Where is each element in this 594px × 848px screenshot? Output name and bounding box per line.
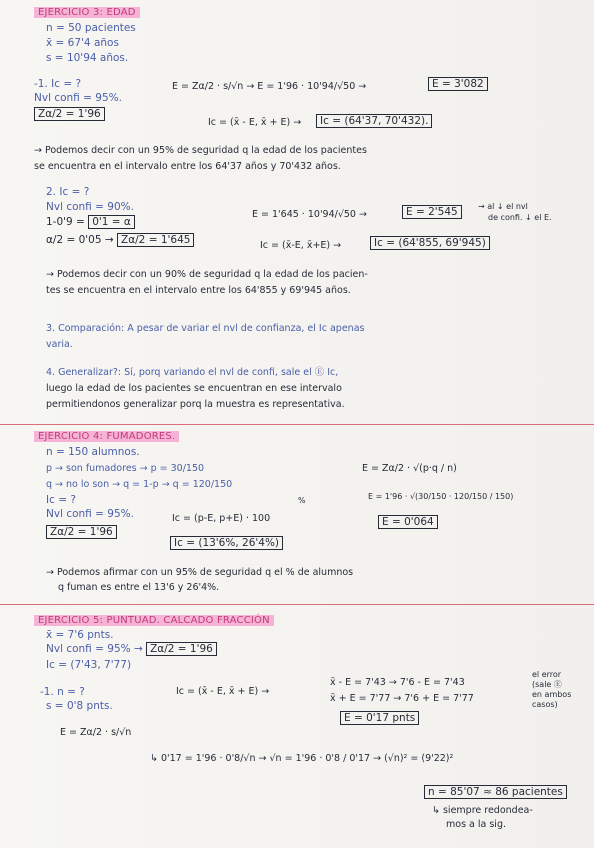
sec5-note-3: en ambos bbox=[532, 690, 572, 699]
section-4-title: EJERCICIO 4: FUMADORES. bbox=[34, 430, 179, 443]
sec3-q1-z: Zα/2 = 1'96 bbox=[34, 108, 105, 121]
sec5-note-4: casos) bbox=[532, 700, 558, 709]
sec3-q2-note-1: → al ↓ el nvl bbox=[478, 202, 528, 211]
sec5-q-head: -1. n = ? bbox=[40, 686, 85, 698]
sec3-q1-ic-formula: Ic = (x̄ - E, x̄ + E) → bbox=[208, 117, 302, 128]
sec5-mean: x̄ = 7'6 pnts. bbox=[46, 629, 114, 641]
sec3-q4-line-2: luego la edad de los pacientes se encuentran en ese intervalo bbox=[46, 383, 342, 394]
sec4-e-sub: E = 1'96 · √(30/150 · 120/150 / 150) bbox=[368, 492, 514, 501]
sec5-step: ↳ 0'17 = 1'96 · 0'8/√n → √n = 1'96 · 0'8 / 0'17 → (√n)² = (9'22)² bbox=[150, 753, 454, 764]
sec3-q3-line-2: varia. bbox=[46, 339, 73, 350]
sec3-q2-ic: Ic = (64'855, 69'945) bbox=[370, 237, 490, 250]
sec3-q1-e-formula: E = Zα/2 · s/√n → E = 1'96 · 10'94/√50 → bbox=[172, 81, 367, 92]
sec3-q1-head: -1. Ic = ? bbox=[34, 78, 82, 90]
sec4-conclusion-1: → Podemos afirmar con un 95% de seguridad q el % de alumnos bbox=[46, 567, 354, 578]
sec4-ic-formula: Ic = (p-E, p+E) · 100 bbox=[172, 513, 271, 524]
sec3-s: s = 10'94 años. bbox=[46, 52, 129, 64]
sec4-ic: Ic = ? bbox=[46, 494, 76, 506]
sec5-e-box: E = 0'17 pnts bbox=[340, 712, 419, 725]
sec4-z: Zα/2 = 1'96 bbox=[46, 526, 117, 539]
sec5-ic-formula: Ic = (x̄ - E, x̄ + E) → bbox=[176, 686, 270, 697]
sec4-e-formula: E = Zα/2 · √(p·q / n) bbox=[362, 463, 457, 474]
sec3-conclusion-2: se encuentra en el intervalo entre los 64'37 años y 70'432 años. bbox=[34, 161, 341, 172]
sec3-q1-ic: Ic = (64'37, 70'432). bbox=[316, 115, 432, 128]
sec5-row-2: x̄ + E = 7'77 → 7'6 + E = 7'77 bbox=[330, 693, 474, 704]
sec4-q: q → no lo son → q = 1-p → q = 120/150 bbox=[46, 479, 233, 490]
sec3-conclusion-1: → Podemos decir con un 95% de seguridad q la edad de los pacientes bbox=[34, 145, 367, 156]
sec3-n: n = 50 pacientes bbox=[46, 22, 136, 34]
section-divider bbox=[0, 424, 594, 425]
sec5-s: s = 0'8 pnts. bbox=[46, 700, 113, 712]
sec3-q2-alpha: 1-0'9 = 0'1 = α bbox=[46, 216, 135, 229]
sec5-e-formula: E = Zα/2 · s/√n bbox=[60, 727, 132, 738]
sec5-n-box: n = 85'07 ≈ 86 pacientes bbox=[424, 786, 567, 799]
section-divider bbox=[0, 604, 594, 605]
sec3-q2-conf: Nvl confi = 90%. bbox=[46, 201, 134, 213]
sec5-foot-1: ↳ siempre redondea- bbox=[432, 805, 533, 816]
sec4-conf: Nvl confi = 95%. bbox=[46, 508, 134, 520]
sec5-ic: Ic = (7'43, 7'77) bbox=[46, 659, 132, 671]
sec4-p: p → son fumadores → p = 30/150 bbox=[46, 463, 205, 474]
sec3-q2-head: 2. Ic = ? bbox=[46, 186, 90, 198]
sec3-mean: x̄ = 67'4 años bbox=[46, 37, 119, 49]
sec3-q2-ic-formula: Ic = (x̄-E, x̄+E) → bbox=[260, 240, 342, 251]
sec3-q2-e-formula: E = 1'645 · 10'94/√50 → bbox=[252, 209, 367, 220]
sec3-q2-z: α/2 = 0'05 → Zα/2 = 1'645 bbox=[46, 234, 194, 247]
sec5-note-1: el error bbox=[532, 670, 562, 679]
sec3-q4-line-1: 4. Generalizar?: Sí, porq variando el nvl de confi, sale el Ⓔ Ic, bbox=[46, 367, 339, 378]
sec4-n: n = 150 alumnos. bbox=[46, 446, 140, 458]
sec3-q1-e: E = 3'082 bbox=[428, 78, 488, 91]
sec5-foot-2: mos a la sig. bbox=[446, 819, 506, 830]
sec3-q2-e: E = 2'545 bbox=[402, 206, 462, 219]
sec4-pct: % bbox=[298, 496, 306, 505]
sec3-q2-note-2: de confi. ↓ el E. bbox=[488, 213, 552, 222]
sec5-row-1: x̄ - E = 7'43 → 7'6 - E = 7'43 bbox=[330, 677, 465, 688]
sec3-q1-conf: Nvl confi = 95%. bbox=[34, 92, 122, 104]
sec3-q2-conclusion-1: → Podemos decir con un 90% de seguridad q la edad de los pacien- bbox=[46, 269, 368, 280]
section-5-title: EJERCICIO 5: PUNTUAD. CALCADO FRACCIÓN bbox=[34, 614, 274, 627]
sec4-conclusion-2: q fuman es entre el 13'6 y 26'4%. bbox=[58, 582, 220, 593]
sec3-q3-line-1: 3. Comparación: A pesar de variar el nvl de confianza, el Ic apenas bbox=[46, 323, 365, 334]
sec5-conf: Nvl confi = 95% → Zα/2 = 1'96 bbox=[46, 643, 217, 656]
sec5-note-2: (sale Ⓔ bbox=[532, 680, 562, 689]
sec4-ic-result: Ic = (13'6%, 26'4%) bbox=[170, 537, 283, 550]
sec3-q4-line-3: permitiendonos generalizar porq la muestra es representativa. bbox=[46, 399, 345, 410]
sec3-q2-conclusion-2: tes se encuentra en el intervalo entre los 64'855 y 69'945 años. bbox=[46, 285, 351, 296]
section-3-title: EJERCICIO 3: EDAD bbox=[34, 6, 140, 19]
sec4-e-box: E = 0'064 bbox=[378, 516, 438, 529]
